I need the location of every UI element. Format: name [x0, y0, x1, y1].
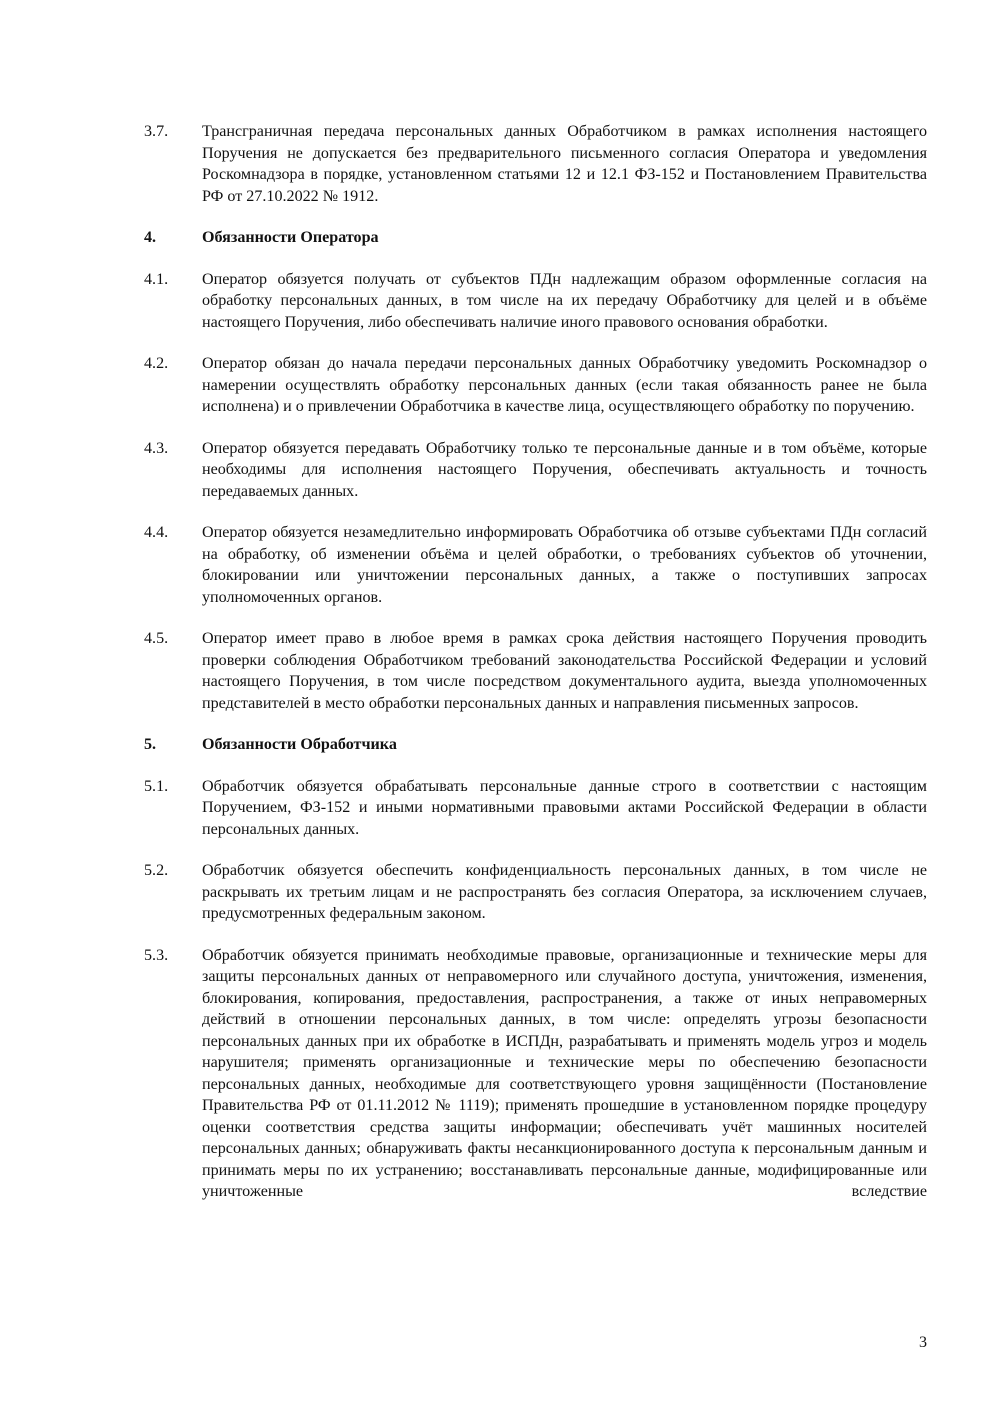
clause-4-5 [144, 628, 927, 714]
clause-number: 4.4. [144, 524, 169, 541]
section-heading-4 [144, 227, 927, 249]
clause-5-3 [144, 945, 927, 1203]
clause-text: Обработчик обязуется обеспечить конфиденциальность персональных данных, в том числе не раскрывать их третьим лицам и не распространять без согласия Оператора, за исключением случаев, предусмотренных федеральным законом. [202, 862, 927, 922]
clause-number: 5.2. [144, 862, 169, 879]
page-number: 3 [918, 1334, 927, 1351]
section-title: Обязанности Оператора [202, 229, 379, 246]
clause-5-2 [144, 860, 927, 925]
clause-text: Оператор обязуется незамедлительно информировать Обработчика об отзыве субъектами ПДн согласий на обработку, об изменении объёма и целей обработки, о требованиях субъектов об уточнении, блокировании или уничтожении персональных данных, а также о поступивших запросах уполномоченных органов. [202, 524, 927, 606]
clause-number: 5.1. [144, 777, 169, 795]
clause-4-2 [144, 353, 927, 418]
section-title: Обязанности Обработчика [202, 736, 397, 753]
clause-4-4 [144, 522, 927, 608]
clause-text: Обработчик обязуется принимать необходимые правовые, организационные и технические меры для защиты персональных данных от неправомерного или случайного доступа, уничтожения, изменения, блокирования, копирования, предоставления, распространения, а также от иных неправомерных действий в отношении персональных данных, в том числе: определять угрозы безопасности персональных данных при их обработке в ИСПДн, разрабатывать и применять модель угроз и модель нарушителя; применять организационные и технические меры по обеспечению безопасности персональных данных, необходимые для соответствующего уровня защищённости (Постановление Правительства РФ от 01.11.2012 № 1119); применять прошедшие в установленном порядке процедуру оценки соответствия средства защиты информации; обеспечивать учёт машинных носителей персональных данных; обнаруживать факты несанкционированного доступа к персональным данным и принимать меры по их устранению; восстанавливать персональные данные, модифицированные или уничтоженные вследствие [202, 946, 927, 1200]
clause-text: Оператор обязуется передавать Обработчику только те персональные данные и в том объёме, которые необходимы для исполнения настоящего Поручения, обеспечивать актуальность и точность передаваемых данных. [202, 439, 927, 500]
clause-number: 4.1. [144, 270, 169, 288]
clause-4-3 [144, 438, 927, 503]
section-number: 4. [144, 229, 157, 246]
clause-text: Оператор обязуется получать от субъектов ПДн надлежащим образом оформленные согласия на обработку персональных данных, в том числе на их передачу Обработчику для целей и в объёме настоящего Поручения, либо обеспечивать наличие иного правового основания обработки. [202, 270, 927, 331]
clause-number: 3.7. [144, 123, 169, 140]
document-body [144, 121, 927, 1203]
section-heading-5 [144, 734, 927, 756]
clause-text: Оператор обязан до начала передачи персональных данных Обработчику уведомить Роскомнадзор о намерении осуществлять обработку персональных данных (если такая обязанность ранее не была исполнена) и о привлечении Обработчика в качестве лица, осуществляющего обработку по поручению. [202, 355, 927, 415]
clause-number: 4.5. [144, 630, 169, 647]
clause-5-1 [144, 776, 927, 841]
clause-text: Обработчик обязуется обрабатывать персональные данные строго в соответствии с настоящим Поручением, ФЗ-152 и иными нормативными правовыми актами Российской Федерации в области персональных данных. [202, 777, 927, 838]
clause-number: 5.3. [144, 946, 169, 964]
clause-number: 4.3. [144, 439, 169, 457]
section-number: 5. [144, 736, 157, 753]
clause-4-1 [144, 269, 927, 334]
clause-text: Оператор имеет право в любое время в рамках срока действия настоящего Поручения проводить проверки соблюдения Обработчиком требований законодательства Российской Федерации и условий настоящего Поручения, в том числе посредством документального аудита, выезда уполномоченных представителей в место обработки персональных данных и направления письменных запросов. [202, 630, 927, 712]
clause-number: 4.2. [144, 355, 169, 372]
clause-3-7 [144, 121, 927, 207]
clause-text: Трансграничная передача персональных данных Обработчиком в рамках исполнения настоящего Поручения не допускается без предварительного письменного согласия Оператора и уведомления Роскомнадзора в порядке, установленном статьями 12 и 12.1 ФЗ-152 и Постановлением Правительства РФ от 27.10.2022 № 1912. [202, 123, 927, 205]
